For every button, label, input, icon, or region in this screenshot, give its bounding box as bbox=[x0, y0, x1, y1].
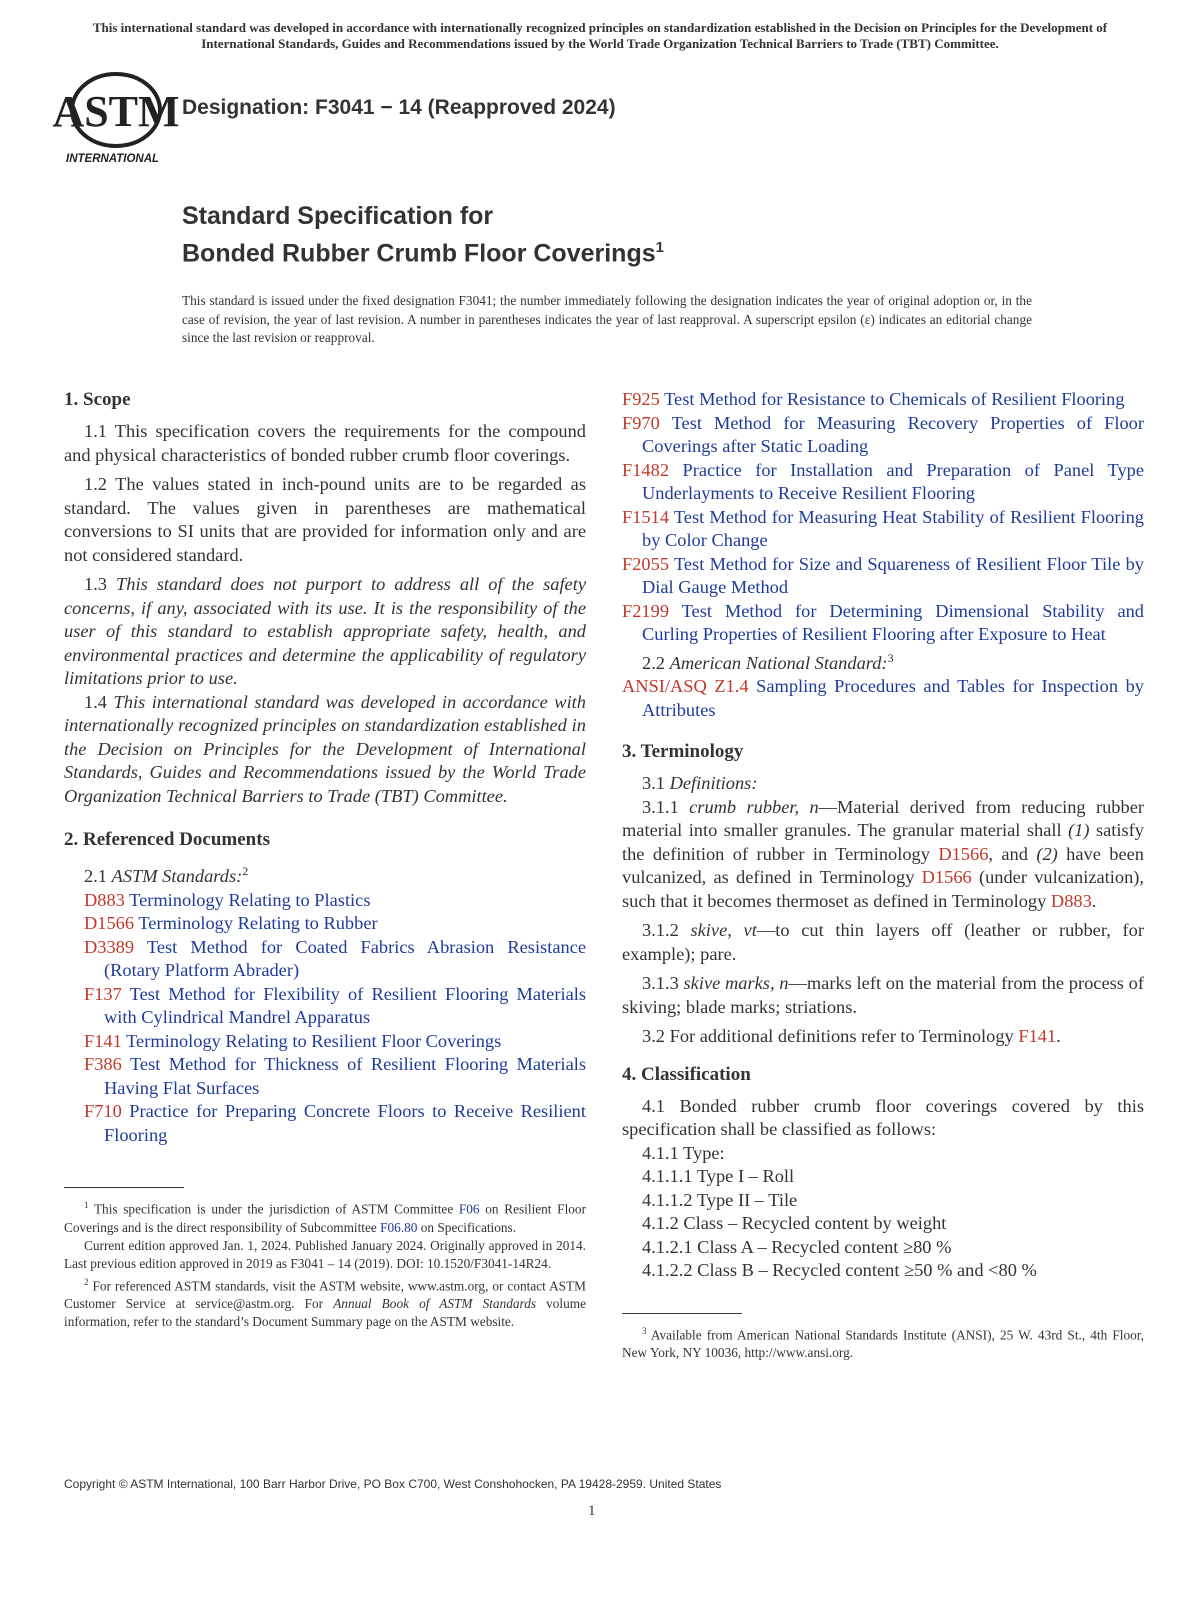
footnote-1-edition: Current edition approved Jan. 1, 2024. Published January 2024. Originally approved in 2014. Last previous edition approved in 2019 as F3041 – 14 (2019). DOI: 10.1520/F3041-14R24. bbox=[64, 1237, 586, 1271]
reference-ansi-z1-4[interactable]: ANSI/ASQ Z1.4 Sampling Procedures and Tables for Inspection by Attributes bbox=[622, 676, 1144, 720]
document-title bbox=[182, 200, 664, 269]
title-line-2: Bonded Rubber Crumb Floor Coverings$^1$ bbox=[182, 239, 664, 268]
reference-d3389[interactable] bbox=[84, 936, 586, 983]
reference-f386[interactable] bbox=[84, 1053, 586, 1100]
scope-1-4: 1.4 This international standard was developed in accordance with internationally recognized principles on standardization established in the Decision on Principles for the Development of International Standards, Guides and Recommendations issued by the World Trade Organization Technical Barriers to Trade (TBT) Committee. bbox=[64, 691, 586, 806]
link-d883[interactable]: D883 bbox=[1050, 890, 1092, 911]
reference-d1566[interactable] bbox=[84, 912, 586, 936]
classification-line: 4.1.1.2 Type II – Tile bbox=[642, 1189, 798, 1210]
reference-title[interactable]: Terminology Relating to Rubber bbox=[138, 913, 378, 934]
reference-code[interactable]: D3389 bbox=[84, 936, 135, 957]
reference-title[interactable]: Practice for Preparing Concrete Floors to Receive Resilient Flooring bbox=[104, 1101, 586, 1145]
reference-code[interactable]: F925 bbox=[622, 389, 660, 409]
reference-f1514[interactable] bbox=[622, 506, 1144, 553]
reference-title[interactable]: Test Method for Thickness of Resilient Flooring Materials Having Flat Surfaces bbox=[104, 1054, 586, 1098]
terminology-heading: 3. Terminology bbox=[622, 741, 744, 763]
reference-code[interactable]: F386 bbox=[84, 1054, 122, 1075]
scope-1-1: 1.1 This specification covers the requirements for the compound and physical characteristics of bonded rubber crumb floor coverings. bbox=[64, 421, 586, 465]
link-f06-80[interactable]: F06.80 bbox=[380, 1219, 418, 1235]
astm-reference-list bbox=[64, 889, 586, 1148]
reference-title[interactable]: Test Method for Measuring Recovery Properties of Floor Coverings after Static Loading bbox=[642, 412, 1145, 456]
reference-code[interactable]: F710 bbox=[84, 1101, 122, 1122]
definitions-label: 3.1 Definitions: bbox=[642, 773, 758, 794]
reference-code[interactable]: F137 bbox=[84, 983, 122, 1004]
link-d1566[interactable]: D1566 bbox=[938, 843, 989, 864]
classification-line: 4.1.1.1 Type I – Roll bbox=[642, 1166, 795, 1187]
issuance-note: This standard is issued under the fixed designation F3041; the number immediately following the designation indicates the year of original adoption or, in the case of revision, the year of last revision. A number in parentheses indicates the year of last reapproval. A superscript epsilon (ε) indicates an editorial change since the last revision or reapproval. bbox=[182, 293, 1032, 345]
classification-heading: 4. Classification bbox=[622, 1063, 751, 1085]
reference-title[interactable]: Test Method for Coated Fabrics Abrasion Resistance (Rotary Platform Abrader) bbox=[104, 936, 587, 981]
logo-subtext: INTERNATIONAL bbox=[66, 153, 160, 165]
wto-notice: This international standard was developed in accordance with internationally recognized principles on standardization established in the Decision on Principles for the Development of International Standards, Guides and Recommendations issued by the World Trade Organization Technical Barriers to Trade (TBT) Committee. bbox=[92, 20, 1108, 51]
logo-text: ASTM bbox=[52, 87, 180, 136]
reference-code[interactable]: F141 bbox=[84, 1030, 122, 1051]
reference-f2199[interactable] bbox=[622, 600, 1144, 647]
left-column bbox=[64, 388, 586, 1331]
reference-d883[interactable] bbox=[84, 889, 586, 913]
reference-code[interactable]: F2199 bbox=[622, 600, 670, 621]
footnote-rule bbox=[64, 1187, 184, 1188]
reference-code[interactable]: F970 bbox=[622, 412, 660, 433]
ansi-standard-label: 2.2 American National Standard:$^3$ bbox=[642, 650, 894, 673]
reference-title[interactable]: Practice for Installation and Preparation of Panel Type Underlayments to Receive Resilient Flooring bbox=[642, 459, 1144, 503]
classification-line: 4.1.1 Type: bbox=[642, 1142, 725, 1163]
reference-f1482[interactable] bbox=[622, 459, 1144, 506]
footnote-1: $^1$ This specification is under the jurisdiction of ASTM Committee F06 on Resilient Floor Coverings and is the direct responsibility of Subcommittee F06.80 on Specifications. bbox=[64, 1200, 586, 1235]
reference-title[interactable]: Terminology Relating to Resilient Floor Coverings bbox=[126, 1030, 502, 1051]
link-f06[interactable]: F06 bbox=[458, 1201, 480, 1217]
link-d1566-2[interactable]: D1566 bbox=[921, 867, 972, 888]
footnote-2: $^2$ For referenced ASTM standards, visit the ASTM website, www.astm.org, or contact ASTM Customer Service at service@astm.org. For Annual Book of ASTM Standards volume information, refer to the standard’s Document Summary page on the ASTM website. bbox=[64, 1276, 587, 1329]
reference-title[interactable]: Test Method for Determining Dimensional Stability and Curling Properties of Resilient Flooring after Exposure to Heat bbox=[642, 600, 1144, 644]
astm-reference-list-continued bbox=[622, 388, 1144, 647]
reference-code[interactable]: D1566 bbox=[84, 913, 135, 934]
classification-line: 4.1.2.1 Class A – Recycled content ≥80 % bbox=[642, 1236, 952, 1257]
refdocs-heading: 2. Referenced Documents bbox=[64, 829, 270, 850]
reference-code[interactable]: F1514 bbox=[622, 506, 670, 527]
reference-code[interactable]: F2055 bbox=[622, 553, 670, 574]
right-column bbox=[622, 388, 1144, 1362]
link-f141[interactable]: F141 bbox=[1018, 1026, 1057, 1047]
reference-f137[interactable] bbox=[84, 983, 586, 1030]
reference-f141[interactable] bbox=[84, 1030, 586, 1054]
definition-skive: 3.1.2 skive, vt—to cut thin layers off (leather or rubber, for example); pare. bbox=[622, 920, 1144, 964]
designation: Designation: F3041 − 14 (Reapproved 2024) bbox=[182, 96, 616, 119]
scope-1-3: 1.3 This standard does not purport to address all of the safety concerns, if any, associated with its use. It is the responsibility of the user of this standard to establish appropriate safety, health, and environmental practices and determine the applicability of regulatory limitations prior to use. bbox=[64, 574, 586, 688]
classification-4-1: 4.1 Bonded rubber crumb floor coverings covered by this specification shall be classified as follows: bbox=[622, 1095, 1144, 1140]
reference-title[interactable]: Test Method for Size and Squareness of Resilient Floor Tile by Dial Gauge Method bbox=[642, 553, 1145, 597]
classification-line: 4.1.2.2 Class B – Recycled content ≥50 % and <80 % bbox=[642, 1260, 1037, 1281]
reference-title[interactable]: Test Method for Resistance to Chemicals of Resilient Flooring bbox=[664, 389, 1125, 409]
classification-list bbox=[622, 1142, 1144, 1283]
title-line-1: Standard Specification for bbox=[182, 202, 494, 230]
footnote-3: $^3$ Available from American National Standards Institute (ANSI), 25 W. 43rd St., 4th Floor, New York, NY 10036, http://www.ansi.org. bbox=[622, 1325, 1144, 1361]
copyright: Copyright © ASTM International, 100 Barr Harbor Drive, PO Box C700, West Conshohocken, PA 19428-2959. United States bbox=[64, 1477, 722, 1491]
reference-title[interactable]: Test Method for Flexibility of Resilient Flooring Materials with Cylindrical Mandrel Apparatus bbox=[104, 983, 587, 1028]
astm-logo bbox=[52, 70, 180, 166]
footnotes-left bbox=[64, 1196, 586, 1331]
reference-f2055[interactable] bbox=[622, 553, 1144, 600]
page-number: 1 bbox=[588, 1503, 596, 1519]
definition-skive-marks: 3.1.3 skive marks, n—marks left on the material from the process of skiving; blade marks; striations. bbox=[622, 973, 1144, 1017]
astm-standards-label: 2.1 ASTM Standards:$^2$ bbox=[84, 864, 249, 887]
classification-line: 4.1.2 Class – Recycled content by weight bbox=[642, 1213, 947, 1234]
definition-crumb-rubber: 3.1.1 crumb rubber, n—Material derived from reducing rubber material into smaller granules. The granular material shall (1) satisfy the definition of rubber in Terminology D1566, and (2) have been vulcanized, as defined in Terminology D1566 (under vulcanization), such that it becomes thermoset as defined in Terminology D883. bbox=[622, 796, 1144, 911]
additional-definitions: 3.2 For additional definitions refer to Terminology F141. bbox=[642, 1026, 1061, 1047]
footnote-rule-right bbox=[622, 1313, 742, 1314]
scope-1-2: 1.2 The values stated in inch-pound units are to be regarded as standard. The values given in parentheses are mathematical conversions to SI units that are provided for information only and are not considered standard. bbox=[64, 474, 586, 565]
scope-heading: 1. Scope bbox=[64, 389, 131, 410]
reference-f970[interactable] bbox=[622, 412, 1144, 459]
reference-code[interactable]: F1482 bbox=[622, 459, 670, 480]
reference-f710[interactable] bbox=[84, 1100, 586, 1147]
reference-title[interactable]: Terminology Relating to Plastics bbox=[129, 889, 371, 910]
reference-code[interactable]: D883 bbox=[84, 889, 125, 910]
reference-f925[interactable] bbox=[622, 388, 1144, 412]
reference-title[interactable]: Test Method for Measuring Heat Stability of Resilient Flooring by Color Change bbox=[642, 506, 1144, 550]
